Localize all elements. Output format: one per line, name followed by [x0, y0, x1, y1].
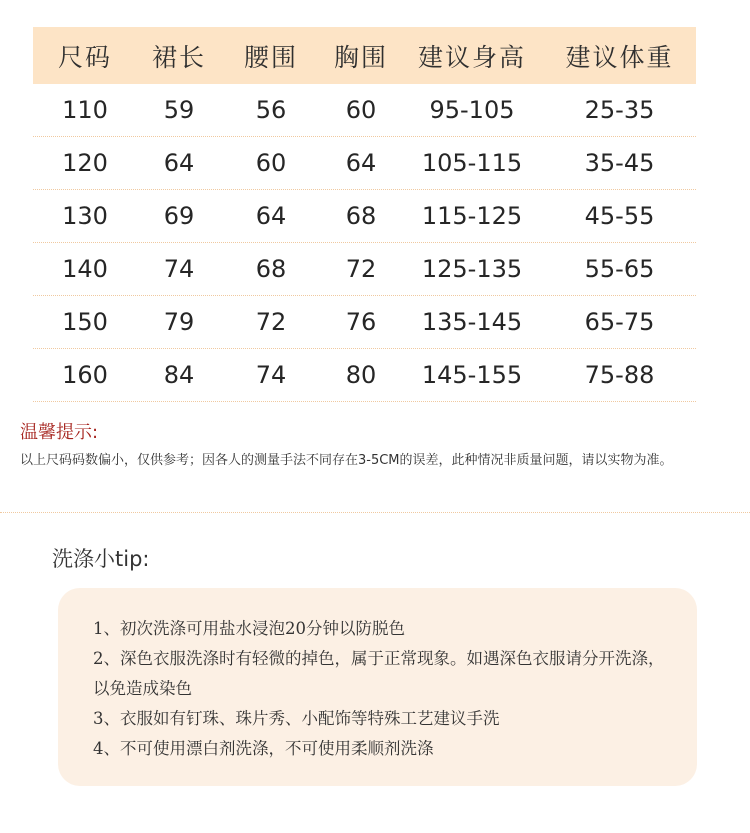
cell-waist: 64 [255, 202, 287, 230]
cell-height: 135-145 [421, 308, 523, 336]
cell-size: 120 [62, 149, 108, 177]
cell-weight: 65-75 [584, 308, 655, 336]
cell-size: 140 [62, 255, 108, 283]
washing-title: 洗涤小tip: [52, 547, 150, 571]
header-skirt-length: 裙长 [151, 42, 206, 72]
cell-size: 130 [62, 202, 108, 230]
header-weight: 建议体重 [565, 42, 674, 72]
table-row [33, 296, 696, 349]
cell-waist: 72 [255, 308, 287, 336]
section-divider [0, 512, 750, 513]
cell-weight: 45-55 [584, 202, 655, 230]
cell-waist: 56 [255, 96, 287, 124]
table-row [33, 243, 696, 296]
cell-skirt-length: 69 [163, 202, 195, 230]
cell-size: 160 [62, 361, 108, 389]
table-row [33, 84, 696, 137]
cell-waist: 68 [255, 255, 287, 283]
washing-tip: 2、深色衣服洗涤时有轻微的掉色，属于正常现象。如遇深色衣服请分开洗涤，以免造成染色 [93, 649, 665, 698]
cell-chest: 72 [345, 255, 377, 283]
notice-text: 以上尺码码数偏小，仅供参考；因各人的测量手法不同存在3-5CM的误差，此种情况非质量问题，请以实物为准。 [20, 453, 673, 468]
cell-skirt-length: 79 [163, 308, 195, 336]
table-row [33, 349, 696, 402]
cell-weight: 25-35 [584, 96, 655, 124]
washing-tip: 4、不可使用漂白剂洗涤，不可使用柔顺剂洗涤 [93, 739, 434, 758]
table-row [33, 137, 696, 190]
cell-waist: 74 [255, 361, 287, 389]
cell-skirt-length: 59 [163, 96, 195, 124]
cell-chest: 60 [345, 96, 377, 124]
washing-tip: 1、初次洗涤可用盐水浸泡20分钟以防脱色 [93, 619, 405, 638]
cell-weight: 55-65 [584, 255, 655, 283]
cell-height: 115-125 [421, 202, 523, 230]
cell-skirt-length: 64 [163, 149, 195, 177]
notice-title: 温馨提示: [20, 422, 99, 443]
cell-skirt-length: 84 [163, 361, 195, 389]
cell-chest: 64 [345, 149, 377, 177]
cell-waist: 60 [255, 149, 287, 177]
cell-height: 125-135 [421, 255, 523, 283]
table-row [33, 190, 696, 243]
cell-weight: 75-88 [584, 361, 655, 389]
cell-chest: 68 [345, 202, 377, 230]
size-chart-header [33, 27, 696, 84]
cell-size: 110 [62, 96, 108, 124]
header-chest: 胸围 [333, 42, 388, 72]
header-waist: 腰围 [243, 42, 298, 72]
cell-height: 105-115 [421, 149, 523, 177]
washing-tips-box [58, 588, 697, 786]
size-chart-table [33, 27, 696, 402]
cell-height: 145-155 [421, 361, 523, 389]
cell-chest: 80 [345, 361, 377, 389]
header-height: 建议身高 [417, 42, 526, 72]
washing-tip: 3、衣服如有钉珠、珠片秀、小配饰等特殊工艺建议手洗 [93, 709, 500, 728]
cell-skirt-length: 74 [163, 255, 195, 283]
cell-weight: 35-45 [584, 149, 655, 177]
cell-chest: 76 [345, 308, 377, 336]
cell-size: 150 [62, 308, 108, 336]
cell-height: 95-105 [429, 96, 515, 124]
header-size: 尺码 [57, 42, 112, 72]
